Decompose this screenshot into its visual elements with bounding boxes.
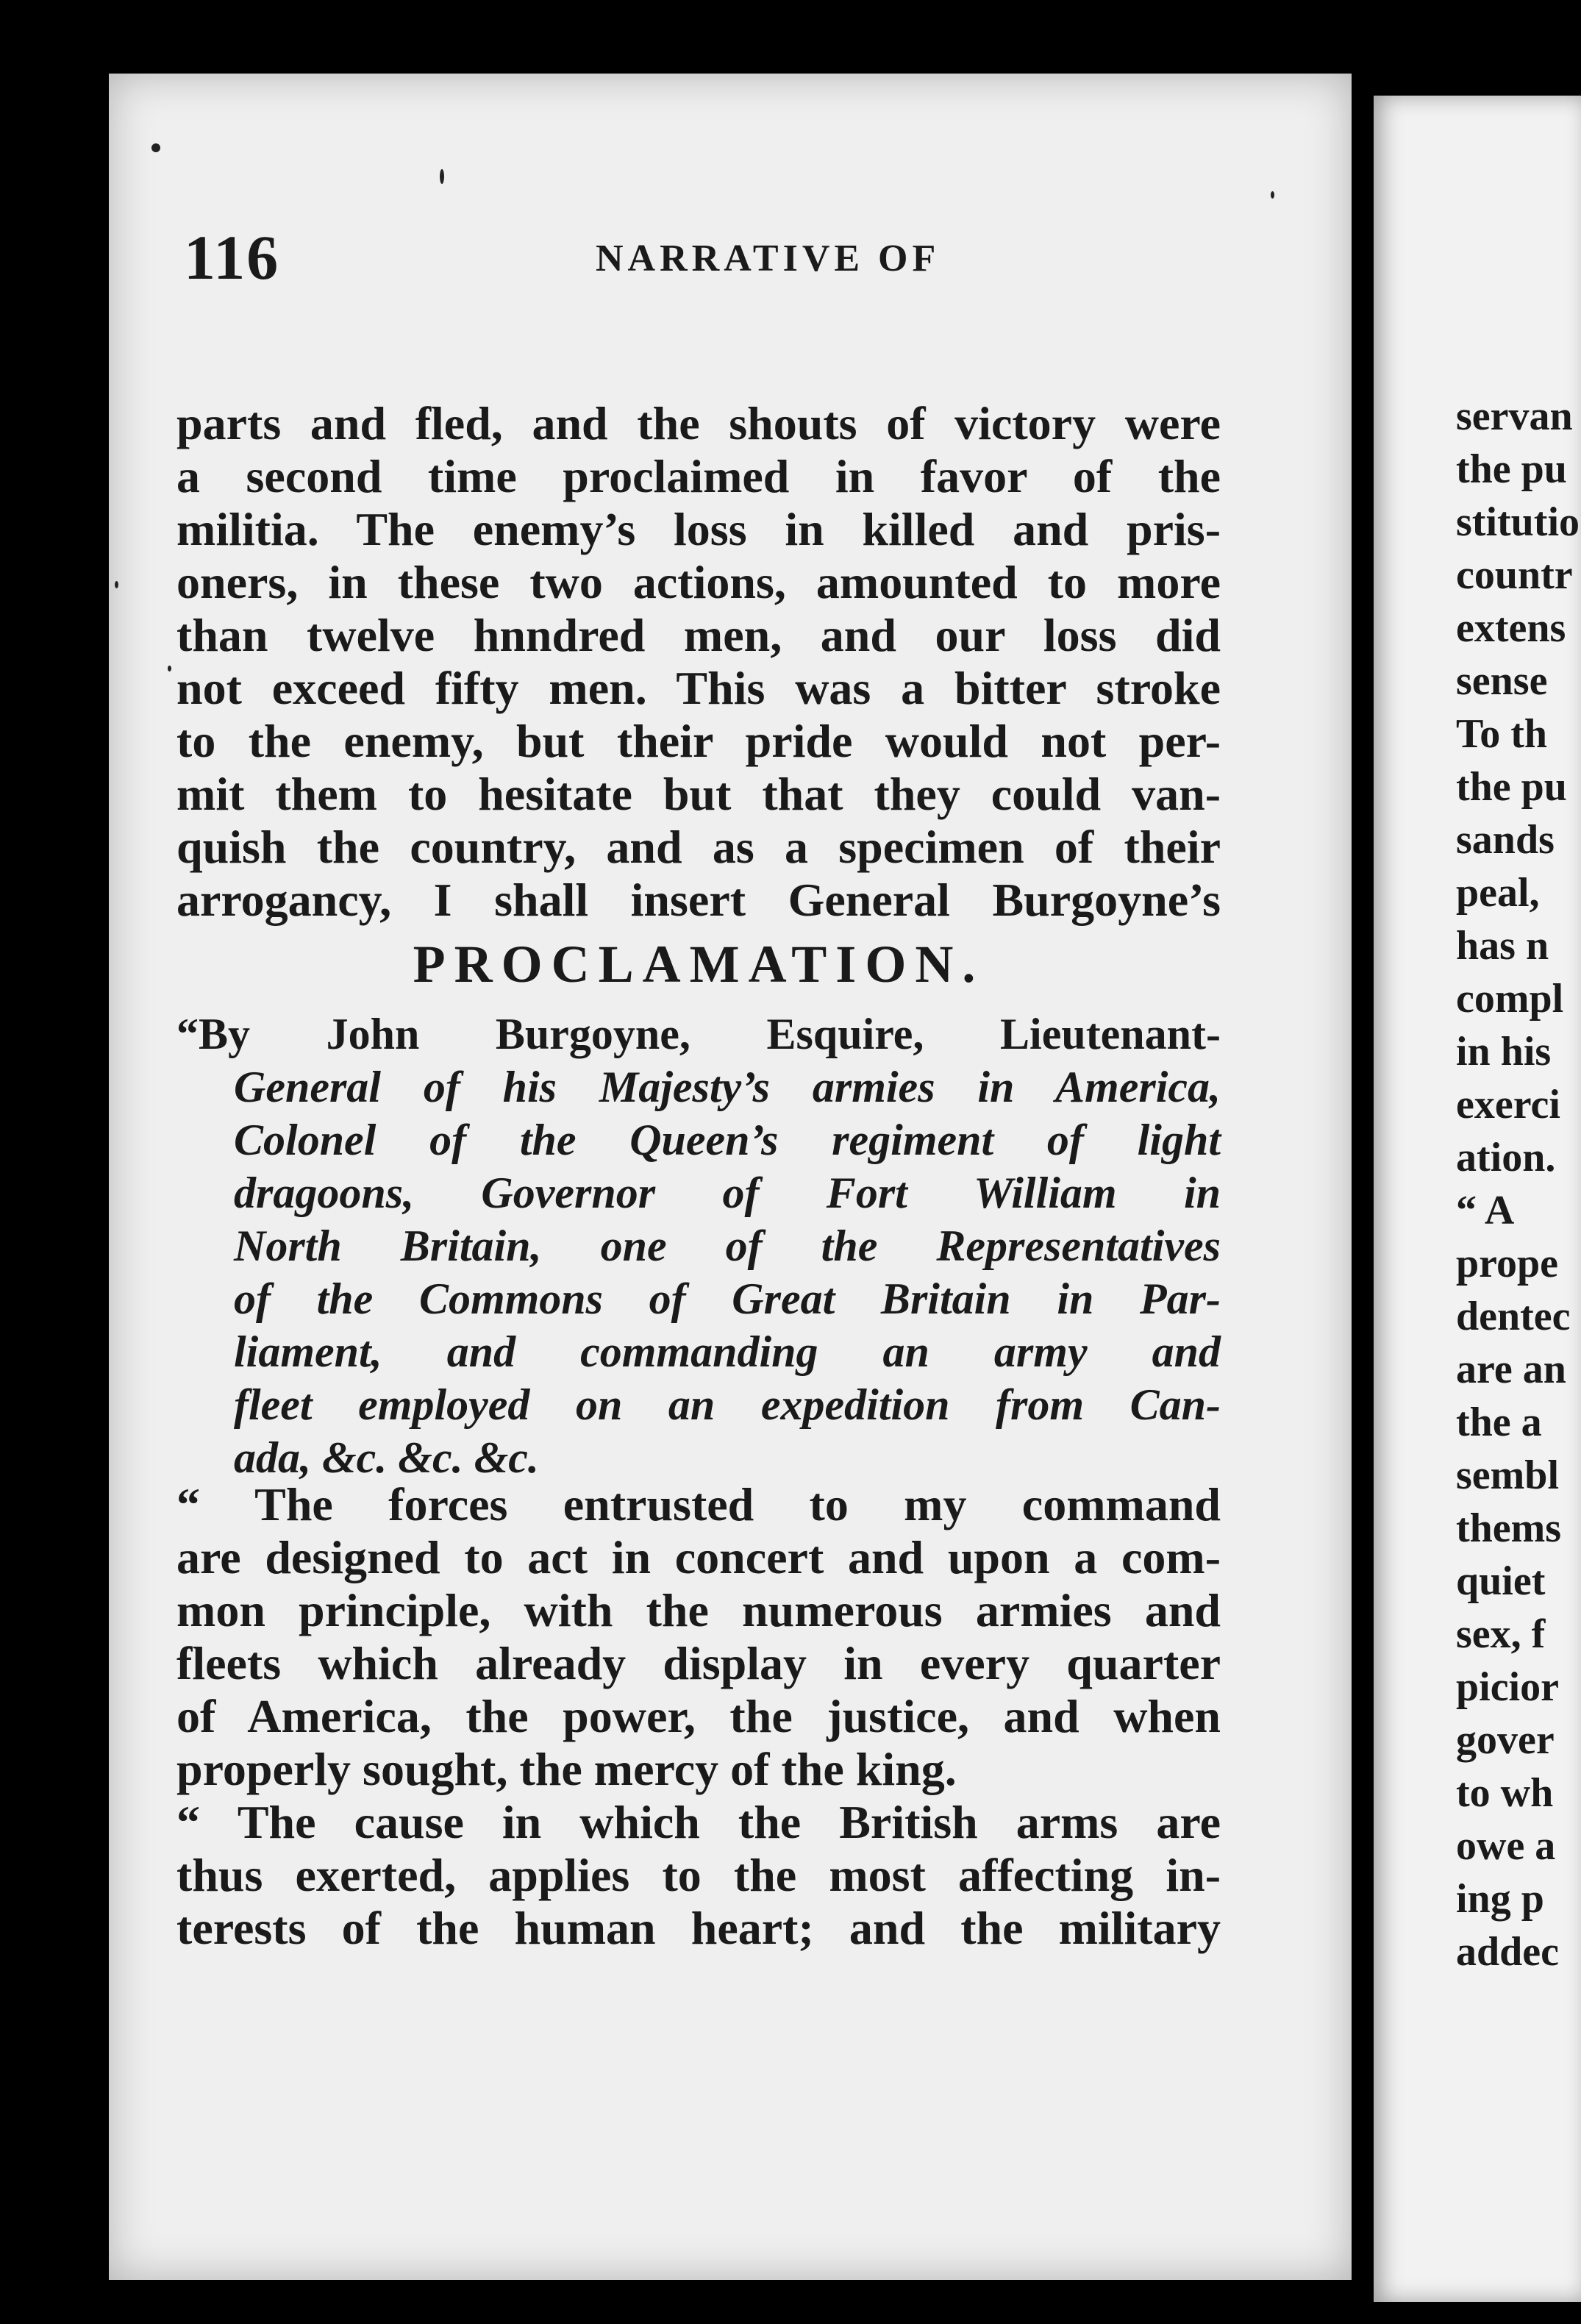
proclamation-preamble [176,1008,1221,1484]
text-line: quish the country, and as a specimen of their [176,821,1221,873]
text-line: not exceed fifty men. This was a bitter stroke [176,662,1221,714]
text-line: arrogancy, I shall insert General Burgoyne’s [176,874,1221,926]
paragraph-narrative [176,397,1221,927]
text-line: fleets which already display in every quarter [176,1637,1221,1689]
text-line: “ The cause in which the British arms are [176,1796,1221,1848]
text-line: Colonel of the Queen’s regiment of light [234,1116,1221,1164]
text-line: a second time proclaimed in favor of the [176,450,1221,502]
text-line: North Britain, one of the Representatives [234,1222,1221,1270]
text-line: of America, the power, the justice, and when [176,1690,1221,1742]
facing-page [1374,96,1581,2302]
text-line: properly sought, the mercy of the king. [176,1743,957,1795]
page-number: 116 [184,222,280,293]
text-line: thus exerted, applies to the most affecting in- [176,1849,1221,1901]
text-line: terests of the human heart; and the military [176,1902,1221,1954]
facing-page-text: servan the pu stitutio countr extens sense To th the pu sands peal, has n compl in his exerci ation. “ A prope dentec are an the a sembl thems quiet sex, f picior gover to wh owe a ing p addec [1456,393,1580,1975]
running-head: NARRATIVE OF [596,238,941,279]
text-line: oners, in these two actions, amounted to more [176,556,1221,608]
text-line: to the enemy, but their pride would not per- [176,715,1221,767]
text-line: fleet employed on an expedition from Can- [234,1380,1221,1429]
text-line: parts and fled, and the shouts of victory were [176,397,1221,449]
text-line: General of his Majesty’s armies in America, [234,1063,1221,1111]
text-line: mit them to hesitate but that they could van- [176,768,1221,820]
paragraph-proclamation-text [176,1478,1221,1955]
text-line: militia. The enemy’s loss in killed and pris- [176,503,1221,555]
page-header [184,221,1221,309]
text-line: “By John Burgoyne, Esquire, Lieutenant- [176,1010,1221,1058]
text-line: dragoons, Governor of Fort William in [234,1169,1221,1217]
proclamation-heading: PROCLAMATION. [413,935,985,994]
text-line: are designed to act in concert and upon a com- [176,1531,1221,1583]
text-line: than twelve hnndred men, and our loss did [176,609,1221,661]
text-line: “ The forces entrusted to my command [176,1478,1221,1530]
text-line: ada, &c. &c. &c. [234,1433,539,1482]
text-line: mon principle, with the numerous armies and [176,1584,1221,1636]
text-line: liament, and commanding an army and [234,1327,1221,1376]
text-line: of the Commons of Great Britain in Par- [234,1275,1221,1323]
